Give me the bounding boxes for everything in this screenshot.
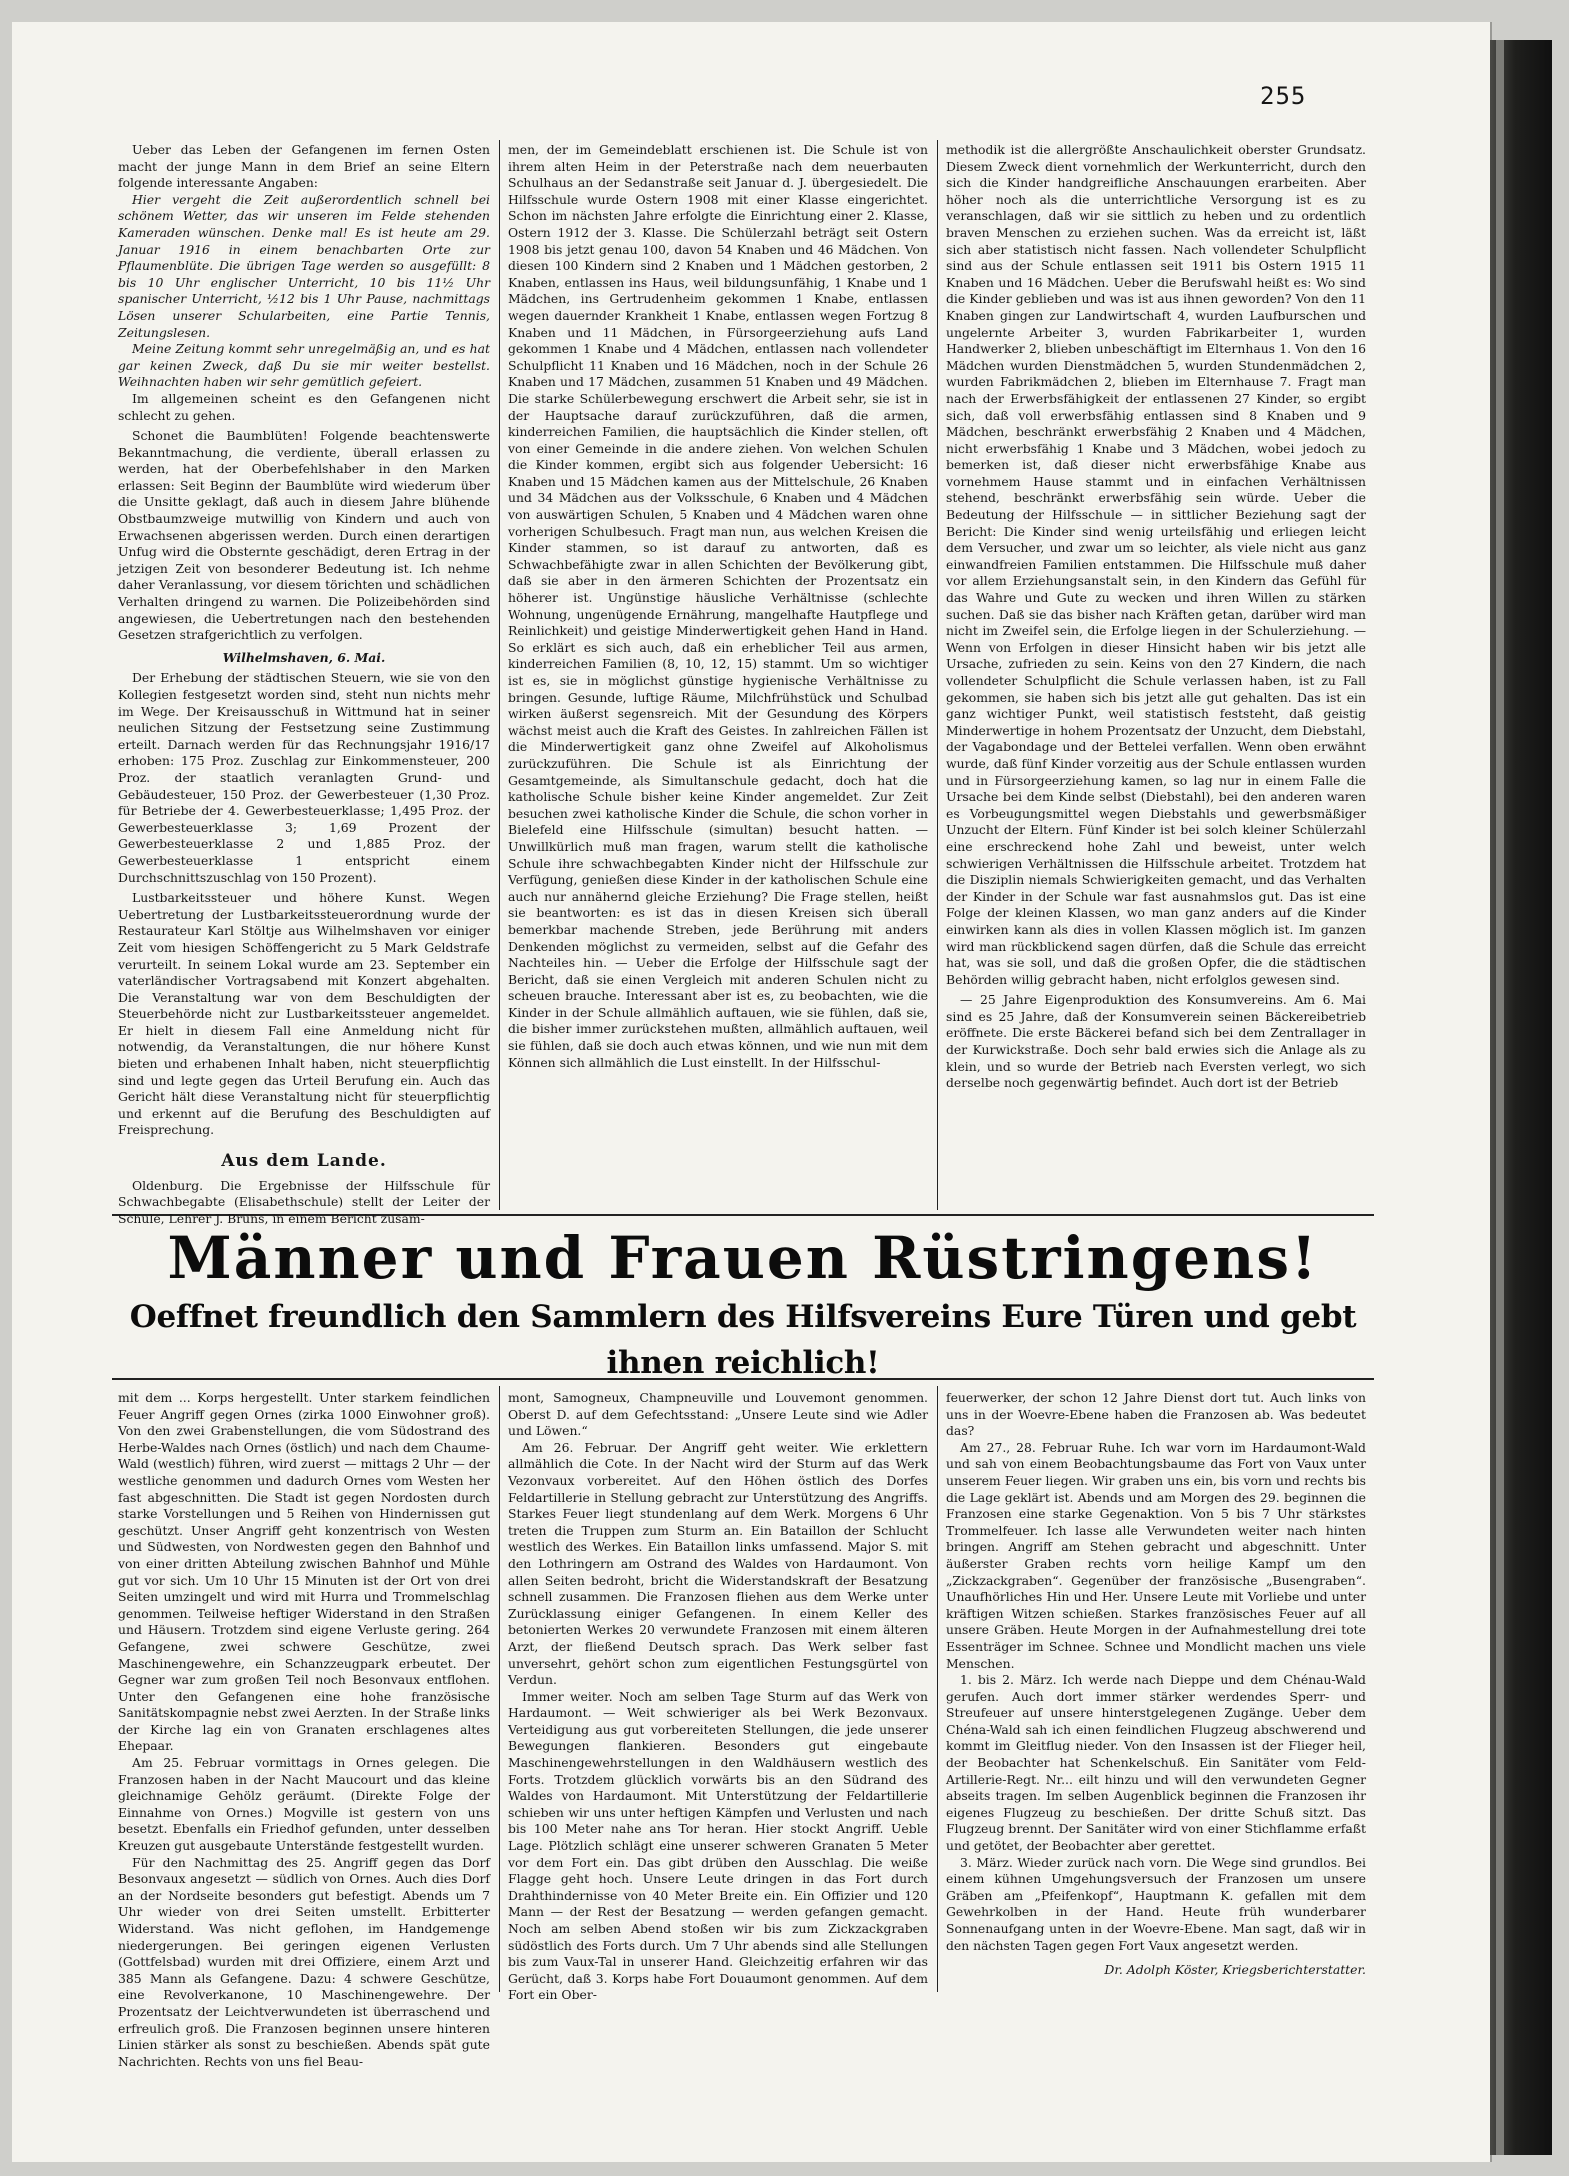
article-column-4 bbox=[118, 1390, 490, 2069]
appeal-banner bbox=[112, 1222, 1374, 1381]
article-paragraph: Hier vergeht die Zeit außerordentlich schnell bei schönem Wetter, das wir unseren im Felde stehenden Kameraden wünschen. Denke mal! Es ist heute am 29. Januar 1916 in einem benachbarten Orte zur Pflaumenblüte. Die übrigen Tage werden so ausgefüllt: 8 bis 10 Uhr englischer Unterricht, 10 bis 11½ Uhr spanischer Unterricht, ½12 bis 1 Uhr Pause, nachmittags Lösen unserer Schularbeiten, eine Partie Tennis, Zeitungslesen. bbox=[118, 191, 490, 340]
column-rule bbox=[937, 140, 938, 1210]
article-column-5 bbox=[508, 1390, 928, 2003]
banner-subline: Oeffnet freundlich den Sammlern des Hilfsvereins Eure Türen und gebt ihnen reichlich! bbox=[129, 1299, 1357, 1381]
banner-headline: Männer und Frauen Rüstringens! bbox=[167, 1224, 1319, 1292]
article-paragraph: 3. März. Wieder zurück nach vorn. Die Wege sind grundlos. Bei einem kühnen Umgehungsversuch der Franzosen um unsere Gräben am „Pfeifenkopf“, Hauptmann K. gefallen mit dem Gewehrkolben in der Hand. Heute früh wunderbarer Sonnenaufgang unten in der Woevre-Ebene. Man sagt, daß wir in den nächsten Tagen gegen Fort Vaux angesetzt werden. bbox=[946, 1854, 1366, 1953]
article-column-2 bbox=[508, 142, 928, 1206]
article-paragraph: 1. bis 2. März. Ich werde nach Dieppe und dem Chénau-Wald gerufen. Auch dort immer stärker werdendes Sperr- und Streufeuer auf unsere hinterstgelegenen Zugänge. Ueber dem Chéna-Wald sah ich einen feindlichen Flugzeug abschwerend und kommt im Gleitflug nieder. Von den Insassen ist der Flieger heil, der Beobachter hat Schenkelschuß. Ein Sanitäter vom Feld-Artillerie-Regt. Nr... eilt hinzu und will den verwundeten Gegner abseits tragen. Im selben Augenblick beginnen die Franzosen ihr eigenes Flugzeug zu beschießen. Der dritte Schuß sitzt. Das Flugzeug brennt. Der Sanitäter wird von einer Stichflamme erfaßt und getötet, der Beobachter aber gerettet. bbox=[946, 1672, 1366, 1854]
article-paragraph: Am 25. Februar vormittags in Ornes gelegen. Die Franzosen haben in der Nacht Maucourt und das kleine gleichnamige Gehölz geräumt. (Direkte Folge der Einnahme von Ornes.) Mogville ist gestern von uns besetzt. Ebenfalls ein Friedhof gefunden, unter desselben Kreuzen gut ausgebaute Unterstände festgestellt wurden. bbox=[118, 1755, 490, 1854]
article-paragraph: Immer weiter. Noch am selben Tage Sturm auf das Werk von Hardaumont. — Weit schwieriger als bei Werk Bezonvaux. Verteidigung aus gut vorbereiteten Stellungen, die jede unserer Bewegungen flankieren. Besonders gut eingebaute Maschinengewehrstellungen in den Waldhäusern westlich des Forts. Trotzdem glücklich vorwärts bis an den Südrand des Waldes von Hardaumont. Mit Unterstützung der Feldartillerie schieben wir uns unter heftigen Kämpfen und Verlusten und nach bis 100 Meter nahe ans Tor heran. Hier stockt Angriff. Ueble Lage. Plötzlich schlägt eine unserer schweren Granaten 5 Meter vor dem Fort ein. Das gibt drüben den Ausschlag. Die weiße Flagge geht hoch. Unsere Leute dringen in das Fort durch Drahthindernisse von 40 Meter Breite ein. Ein Offizier und 120 Mann — der Rest der Besatzung — werden gefangen gemacht. Noch am selben Abend stoßen wir bis zum Zickzackgraben südöstlich des Forts durch. Um 7 Uhr abends sind alle Stellungen bis zum Vaux-Tal in unserer Hand. Gleichzeitig erfahren wir das Gerücht, daß 3. Korps habe Fort Douaumont genommen. Auf dem Fort ein Ober- bbox=[508, 1688, 928, 2003]
article-paragraph: Am 26. Februar. Der Angriff geht weiter. Wie erklettern allmählich die Cote. In der Nacht wird der Sturm auf das Werk Vezonvaux vorbereitet. Auf den Höhen östlich des Dorfes Feldartillerie in Stellung gebracht zur Unterstützung des Angriffs. Starkes Feuer liegt stundenlang auf dem Werk. Morgens 6 Uhr treten die Truppen zum Sturm an. Ein Bataillon der Schlucht westlich des Werkes. Ein Bataillon links umfassend. Major S. mit den Lothringern am Ostrand des Waldes von Hardaumont. Von allen Seiten bedroht, bricht die Widerstandskraft der Besatzung schnell zusammen. Die Franzosen fliehen aus dem Werke unter Zurücklassung einiger Gefangenen. In einem Keller des betonierten Werkes 20 verwundete Franzosen mit einem älteren Arzt, der fließend Deutsch sprach. Das Werk selber fast unversehrt, gehört schon zum eigentlichen Festungsgürtel von Verdun. bbox=[508, 1439, 928, 1688]
article-paragraph: Für den Nachmittag des 25. Angriff gegen das Dorf Besonvaux angesetzt — südlich von Ornes. Auch dies Dorf an der Nordseite besonders gut befestigt. Abends um 7 Uhr wieder von drei Seiten umstellt. Erbitterter Widerstand. Was nicht geflohen, im Handgemenge niedergerungen. Bei geringen eigenen Verlusten (Gottfelsbad) wurden mit drei Offiziere, einem Arzt und 385 Mann als Gefangene. Dazu: 4 schwere Geschütze, eine Revolverkanone, 10 Maschinengewehre. Der Prozentsatz der Leichtverwundeten ist überraschend und erfreulich groß. Die Franzosen beginnen unsere hinteren Linien stärker als sonst zu beschießen. Abends spät gute Nachrichten. Rechts von uns fiel Beau- bbox=[118, 1854, 490, 2069]
article-paragraph: feuerwerker, der schon 12 Jahre Dienst dort tut. Auch links von uns in der Woevre-Ebene haben die Franzosen ab. Was bedeutet das? bbox=[946, 1390, 1366, 1439]
section-heading: Aus dem Lande. bbox=[221, 1151, 387, 1172]
article-paragraph: Der Erhebung der städtischen Steuern, wie sie von den Kollegien festgesetzt worden sind, steht nun nichts mehr im Wege. Der Kreisausschuß in Wittmund hat in seiner neulichen Sitzung der Festsetzung seine Zustimmung erteilt. Darnach werden für das Rechnungsjahr 1916/17 erhoben: 175 Proz. Zuschlag zur Einkommensteuer, 200 Proz. der staatlich veranlagten Grund- und Gebäudesteuer, 150 Proz. der Gewerbesteuer (1,30 Proz. für Betriebe der 4. Gewerbesteuerklasse; 1,495 Proz. der Gewerbesteuerklasse 3; 1,69 Prozent der Gewerbesteuerklasse 2 und 1,885 Proz. der Gewerbesteuerklasse 1 entspricht einem Durchschnittszuschlag von 150 Prozent). bbox=[118, 670, 490, 885]
author-signature: Dr. Adolph Köster, Kriegsberichterstatter. bbox=[1104, 1962, 1366, 1978]
dateline: Wilhelmshaven, 6. Mai. bbox=[222, 649, 386, 665]
column-rule bbox=[499, 140, 500, 1210]
article-paragraph: Ueber das Leben der Gefangenen im fernen Osten macht der junge Mann in dem Brief an seine Eltern folgende interessante Angaben: bbox=[118, 142, 490, 191]
article-column-6 bbox=[946, 1390, 1366, 1990]
binding-edge bbox=[1496, 40, 1504, 2155]
article-column-1 bbox=[118, 142, 490, 1226]
article-paragraph: Lustbarkeitssteuer und höhere Kunst. Wegen Uebertretung der Lustbarkeitssteuerordnung wurde der Restaurateur Karl Stöltje aus Wilhelmshaven vor einiger Zeit vom hiesigen Schöffengericht zu 5 Mark Geldstrafe verurteilt. In seinem Lokal wurde am 23. September ein vaterländischer Vortragsabend mit Konzert abgehalten. Die Veranstaltung war von dem Beschuldigten der Steuerbehörde nicht zur Lustbarkeitssteuer angemeldet. Er hielt in diesem Fall eine Anmeldung nicht für notwendig, da Veranstaltungen, die nur höhere Kunst bieten und erhabenen Inhalt haben, nicht steuerpflichtig sind und legte gegen das Urteil Berufung ein. Auch das Gericht hält diese Veranstaltung nicht für steuerpflichtig und erkennt auf die Berufung des Beschuldigten auf Freisprechung. bbox=[118, 890, 490, 1138]
column-rule bbox=[937, 1386, 938, 1992]
article-paragraph: Oldenburg. Die Ergebnisse der Hilfsschule für Schwachbegabte (Elisabethschule) stellt der Leiter der Schule, Lehrer J. Bruns, in einem Bericht zusam- bbox=[118, 1177, 490, 1226]
article-paragraph: mit dem ... Korps hergestellt. Unter starkem feindlichen Feuer Angriff gegen Ornes (zirka 1000 Einwohner groß). Von den zwei Grabenstellungen, die vom Südostrand des Herbe-Waldes nach Ornes (östlich) und nach dem Chaume-Wald (westlich) führen, wird zuerst — mittags 2 Uhr — der westliche genommen und dadurch Ornes vom Westen her fast abgeschnitten. Die Stadt ist gegen Nordosten durch starke Vorstellungen und 5 Reihen von Hindernissen gut geschützt. Unser Angriff geht konzentrisch von Westen und Südwesten, von Nordwesten gegen den Bahnhof und von einer dritten Abteilung zwischen Bahnhof und Mühle gut vor sich. Um 10 Uhr 15 Minuten ist der Ort von drei Seiten umzingelt und wird mit Hurra und Trommelschlag genommen. Teilweise heftiger Widerstand in den Straßen und Häusern. Trotzdem sind eigene Verluste gering. 264 Gefangene, zwei schwere Geschütze, zwei Maschinengewehre, ein Schanzzeugpark erbeutet. Der Gegner war zum großen Teil noch Besonvaux entflohen. Unter den Gefangenen eine hohe französische Sanitätskompagnie nebst zwei Aerzten. In der Straße links der Kirche lag ein von Granaten erschlagenes altes Ehepaar. bbox=[118, 1390, 490, 1754]
page-number: 255 bbox=[1260, 82, 1307, 110]
article-paragraph: mont, Samogneux, Champneuville und Louvemont genommen. Oberst D. auf dem Gefechtsstand: „Unsere Leute sind wie Adler und Löwen.“ bbox=[508, 1390, 928, 1439]
article-paragraph: Im allgemeinen scheint es den Gefangenen nicht schlecht zu gehen. bbox=[118, 390, 490, 423]
column-rule bbox=[499, 1386, 500, 1992]
article-paragraph: — 25 Jahre Eigenproduktion des Konsumvereins. Am 6. Mai sind es 25 Jahre, daß der Konsumverein seinen Bäckereibetrieb eröffnete. Die erste Bäckerei befand sich bei dem Zentrallager in der Kurwickstraße. Doch sehr bald erwies sich die Anlage als zu klein, und so wurde der Betrieb nach Eversten verlegt, wo sich derselbe noch gegenwärtig befindet. Auch dort ist der Betrieb bbox=[946, 992, 1366, 1091]
article-paragraph: Meine Zeitung kommt sehr unregelmäßig an, und es hat gar keinen Zweck, daß Du sie mir weiter bestellst. Weihnachten haben wir sehr gemütlich gefeiert. bbox=[118, 341, 490, 390]
article-paragraph: men, der im Gemeindeblatt erschienen ist. Die Schule ist von ihrem alten Heim in der Peterstraße nach dem neuerbauten Schulhaus an der Sedanstraße seit Januar d. J. übergesiedelt. Die Hilfsschule wurde Ostern 1908 mit einer Klasse eingerichtet. Schon im nächsten Jahre erfolgte die Einrichtung einer 2. Klasse, Ostern 1912 der 3. Klasse. Die Schülerzahl beträgt seit Ostern 1908 bis jetzt genau 100, davon 54 Knaben und 46 Mädchen. Von diesen 100 Kindern sind 2 Knaben und 1 Mädchen gestorben, 2 Knaben, entlassen ins Haus, weil bildungsunfähig, 1 Knabe und 1 Mädchen, ins Gertrudenheim gekommen 1 Knabe, entlassen wegen dauernder Krankheit 1 Knabe, entlassen wegen Fortzug 8 Knaben und 11 Mädchen, in Fürsorgeerziehung aufs Land gekommen 1 Knabe und 4 Mädchen, entlassen nach vollendeter Schulpflicht 11 Knaben und 16 Mädchen, noch in der Schule 26 Knaben und 17 Mädchen, zusammen 51 Knaben und 49 Mädchen. Die starke Schülerbewegung erschwert die Arbeit sehr, sie ist in der Hauptsache darauf zurückzuführen, daß die armen, kinderreichen Familien, die hauptsächlich die Kinder stellen, oft von einer Gemeinde in die andere ziehen. Von welchen Schulen die Kinder kommen, ergibt sich aus folgender Uebersicht: 16 Knaben und 15 Mädchen kamen aus der Mittelschule, 26 Knaben und 34 Mädchen aus der Volksschule, 6 Knaben und 4 Mädchen von auswärtigen Schulen, 5 Knaben und 4 Mädchen waren ohne vorherigen Schulbesuch. Fragt man nun, aus welchen Kreisen die Kinder stammen, so ist darauf zu antworten, daß es Schwachbefähigte zwar in allen Schichten der Bevölkerung gibt, daß sie aber in den ärmeren Schichten der Prozentsatz ein höherer ist. Ungünstige häusliche Verhältnisse (schlechte Wohnung, ungenügende Ernährung, mangelhafte Hautpflege und Reinlichkeit) und geistige Minderwertigkeit gehen Hand in Hand. So erklärt es sich auch, daß ein erheblicher Teil aus armen, kinderreichen Familien (8, 10, 12, 15) stammt. Um so wichtiger ist es, sie in möglichst günstige hygienische Verhältnisse zu bringen. Gesunde, luftige Räume, Milchfrühstück und Schulbad wirken äußerst segensreich. Mit der Gesundung des Körpers wächst meist auch die Kraft des Geistes. In zahlreichen Fällen ist die Minderwertigkeit ganz ohne Zweifel auf Alkoholismus zurückzuführen. Die Schule ist als Einrichtung der Gesamtgemeinde, als Simultanschule gedacht, doch hat die katholische Schule bisher keine Kinder angemeldet. Zur Zeit besuchen zwei katholische Kinder die Schule, die schon vorher in Bielefeld eine Hilfsschule (simultan) besucht hatten. — Unwillkürlich muß man fragen, warum stellt die katholische Schule ihre schwachbegabten Kinder nicht der Hilfsschule zur Verfügung, genießen diese Kinder in der katholischen Schule eine auch nur annähernd gleiche Erziehung? Die Frage stellen, heißt sie beantworten: es ist das in diesen Kreisen sich überall bemerkbar machende Streben, jede Berührung mit anders Denkenden möglichst zu vermeiden, selbst auf die Gefahr des Nachteiles hin. — Ueber die Erfolge der Hilfsschule sagt der Bericht, daß sie einen Vergleich mit anderen Schulen nicht zu scheuen brauche. Interessant aber ist es, zu beobachten, wie die Kinder in der Schule allmählich auftauen, wie sie fühlen, daß sie, die bisher immer zurückstehen mußten, allmählich auftauen, weil sie fühlen, daß sie doch auch etwas können, und wie nun mit dem Können sich allmählich die Lust einstellt. In der Hilfsschul- bbox=[508, 142, 928, 1070]
article-paragraph: Am 27., 28. Februar Ruhe. Ich war vorn im Hardaumont-Wald und sah von einem Beobachtungsbaume das Fort von Vaux unter unserem Feuer liegen. Wir graben uns ein, bis vorn und rechts bis die Lage geklärt ist. Abends und am Morgen des 29. beginnen die Franzosen eine starke Gegenaktion. Von 5 bis 7 Uhr stärkstes Trommelfeuer. Ich lasse alle Verwundeten weiter nach hinten bringen. Angriff am Stehen gebracht und abgeschnitt. Unter äußerster Graben rechts vorn heilige Kampf um den „Zickzackgraben“. Gegenüber der französische „Busengraben“. Unaufhörliches Hin und Her. Unsere Leute mit Vorliebe und unter kräftigen Witzen schießen. Starkes französisches Feuer auf all unsere Gräben. Heute Morgen in der Aufnahmestellung drei tote Essenträger im Schnee. Schnee und Mondlicht machen uns viele Menschen. bbox=[946, 1439, 1366, 1671]
article-paragraph: Schonet die Baumblüten! Folgende beachtenswerte Bekanntmachung, die verdiente, überall erlassen zu werden, hat der Oberbefehlshaber in den Marken erlassen: Seit Beginn der Baumblüte wird wiederum über die Unsitte geklagt, daß auch in diesem Jahre blühende Obstbaumzweige mutwillig von Kindern und auch von Erwachsenen abgerissen werden. Durch einen derartigen Unfug wird die Obsternte geschädigt, deren Ertrag in der jetzigen Zeit von besonderer Bedeutung ist. Ich nehme daher Veranlassung, vor diesem törichten und schädlichen Verhalten dringend zu warnen. Die Polizeibehörden sind angewiesen, die Uebertretungen nach den bestehenden Gesetzen strafgerichtlich zu verfolgen. bbox=[118, 428, 490, 643]
article-column-3 bbox=[946, 142, 1366, 1206]
article-paragraph: methodik ist die allergrößte Anschaulichkeit oberster Grundsatz. Diesem Zweck dient vornehmlich der Werkunterricht, durch den sich die Kinder handgreifliche Anschauungen erarbeiten. Aber höher noch als die unterrichtliche Versorgung ist es zu veranschlagen, daß wir sie sittlich zu heben und zu ordentlich braven Menschen zu erziehen suchen. Was da erreicht ist, läßt sich aber statistisch nicht fassen. Nach vollendeter Schulpflicht sind aus der Schule entlassen seit 1911 bis Ostern 1915 11 Knaben und 16 Mädchen. Ueber die Berufswahl heißt es: Wo sind die Kinder geblieben und was ist aus ihnen geworden? Von den 11 Knaben gingen zur Landwirtschaft 4, wurden Laufburschen und ungelernte Arbeiter 3, wurden Fabrikarbeiter 1, wurden Handwerker 2, blieben unbeschäftigt im Elternhaus 1. Von den 16 Mädchen wurden Dienstmädchen 5, wurden Stundenmädchen 2, wurden Fabrikmädchen 2, blieben im Elternhause 7. Fragt man nach der Erwerbsfähigkeit der entlassenen 27 Kinder, so ergibt sich, daß voll erwerbsfähig entlassen sind 8 Knaben und 9 Mädchen, beschränkt erwerbsfähig 2 Knaben und 4 Mädchen, nicht erwerbsfähig 1 Knabe und 3 Mädchen, wobei jedoch zu bemerken ist, daß dieser nicht erwerbsfähige Knabe aus vornehmem Hause stammt und in einfachen Verhältnissen stehend, beschränkt erwerbsfähig sein würde. Ueber die Bedeutung der Hilfsschule — in sittlicher Beziehung sagt der Bericht: Die Kinder sind wenig urteilsfähig und erliegen leicht dem Versucher, und zwar um so leichter, als viele nicht aus ganz einwandfreien Familien entstammen. Die Hilfsschule muß daher vor allem Erziehungsanstalt sein, in den Kindern das Gefühl für das Wahre und Gute zu wecken und ihren Willen zu stärken suchen. Daß sie das bisher nach Kräften getan, darüber wird man nicht im Zweifel sein, die Erfolge liegen in der Schulerziehung. — Wenn von Erfolgen in dieser Hinsicht haben wir bis jetzt alle Ursache, zufrieden zu sein. Keins von den 27 Kindern, die nach vollendeter Schulpflicht die Schule verlassen haben, ist zu Fall gekommen, sie haben sich bis jetzt alle gut gehalten. Das ist ein ganz wichtiger Punkt, weil statistisch feststeht, daß geistig Minderwertige in hohem Prozentsatz der Unzucht, dem Diebstahl, der Vagabondage und der Bettelei verfallen. Wenn oben erwähnt wurde, daß fünf Kinder vorzeitig aus der Schule entlassen wurden und in Fürsorgeerziehung kamen, so lag nur in einem Falle die Ursache bei dem Kinde selbst (Diebstahl), bei den anderen waren es Vorbeugungsmittel wegen Diebstahls und gewerbsmäßiger Unzucht der Eltern. Fünf Kinder ist bei solch kleiner Schülerzahl eine erschreckend hohe Zahl und beweist, unter welch schwierigen Verhältnissen die Hilfsschule arbeitet. Trotzdem hat die Disziplin niemals Schwierigkeiten gemacht, und das Verhalten der Kinder in der Schule war fast ausnahmslos gut. Das ist eine Folge der kleinen Klassen, wo man ganz anders auf die Kinder einwirken kann als dies in vollen Klassen möglich ist. Im ganzen wird man rückblickend sagen dürfen, daß die Schule das erreicht hat, was sie soll, und daß die großen Opfer, die die städtischen Behörden willig gebracht haben, nicht erfolglos gewesen sind. bbox=[946, 142, 1366, 987]
